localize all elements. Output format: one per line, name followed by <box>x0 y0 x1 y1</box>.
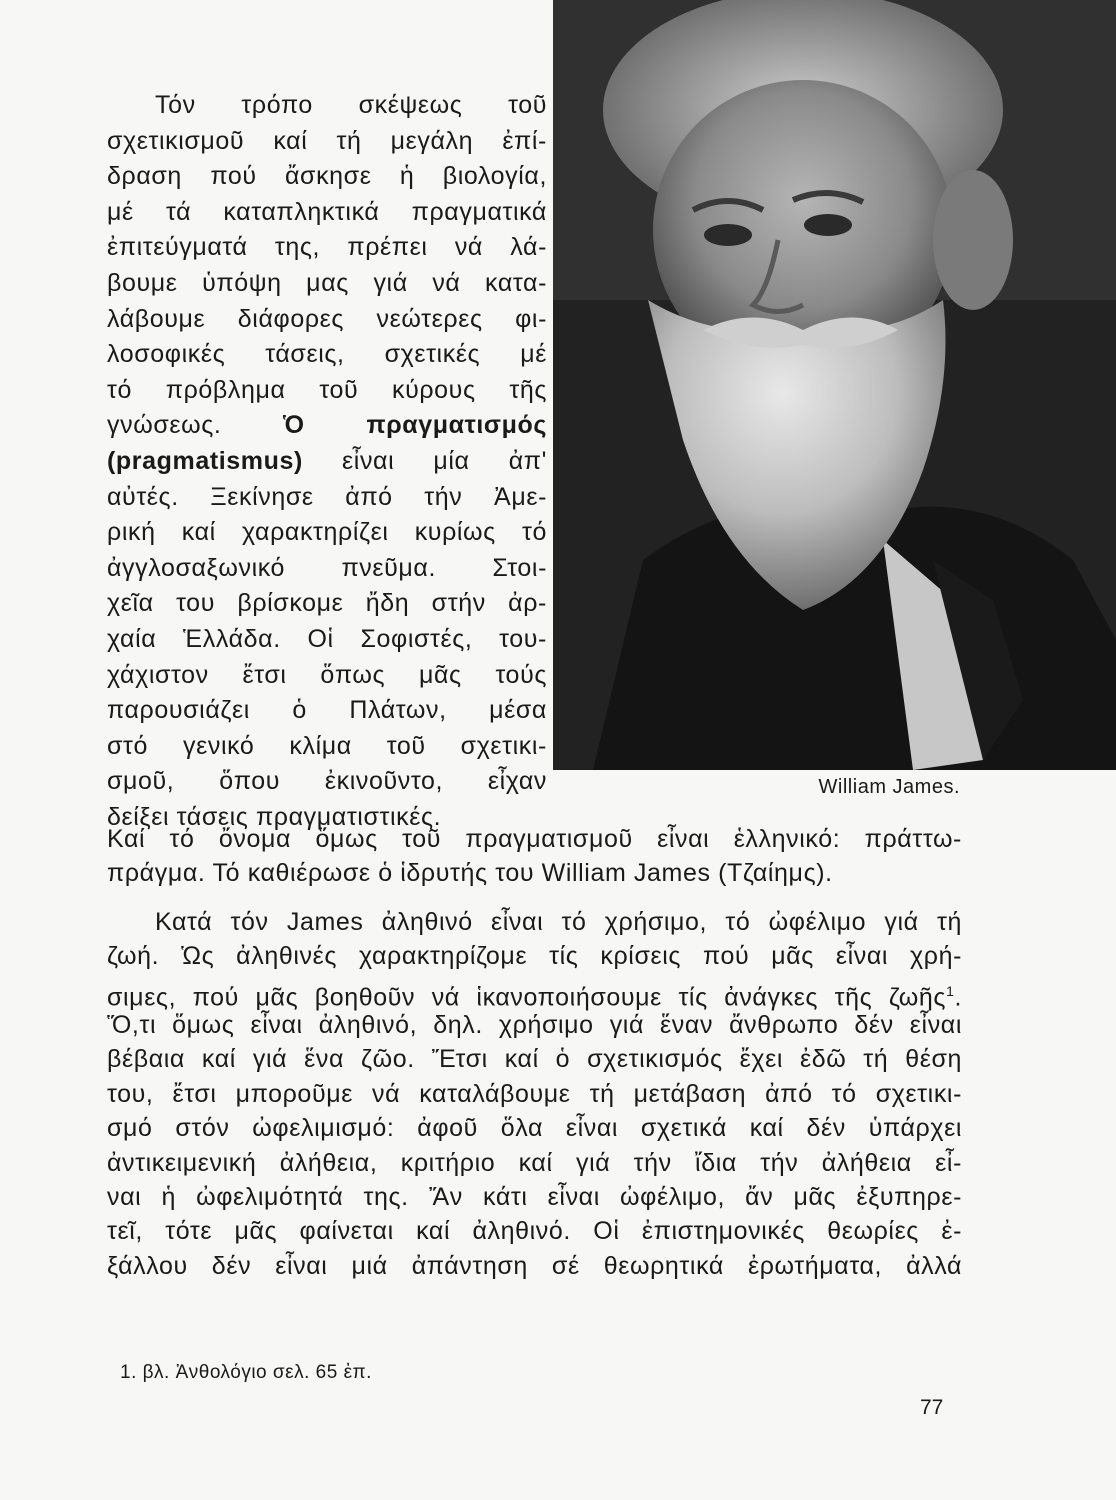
wide-text-column <box>107 822 962 1283</box>
text-line: Ὅ,τι ὅμως εἶναι ἀληθινό, δηλ. χρήσιμο γιά ἕναν ἄνθρωπο δέν εἶναι <box>107 1010 962 1039</box>
narrow-text-column <box>107 88 547 835</box>
text-line: μέ τά καταπληκτικά πραγματικά <box>107 197 547 226</box>
text-line: Κατά τόν James ἀληθινό εἶναι τό χρήσιμο, τό ὠφέλιμο γιά τή <box>155 907 962 936</box>
text-line: χεῖα του βρίσκομε ἤδη στήν ἀρ- <box>107 589 547 618</box>
text-line: Καί τό ὄνομα ὅμως τοῦ πραγματισμοῦ εἶναι ἑλληνικό: πράττω- <box>107 825 962 853</box>
text-segment: σιμες, πού μᾶς βοηθοῦν νά ἱκανοποιήσουμε τίς ἀνάγκες τῆς ζωῆς <box>107 982 947 1011</box>
text-line: βουμε ὑπόψη μας γιά νά κατα- <box>107 268 547 297</box>
text-line: παρουσιάζει ὁ Πλάτων, μέσα <box>107 696 547 725</box>
text-line: ἀγγλοσαξωνικό πνεῦμα. Στοι- <box>107 553 547 582</box>
text-line: πράγμα. Τό καθιέρωσε ὁ ἱδρυτής του William James (Τζαίημς). <box>107 859 833 888</box>
text-line: λάβουμε διάφορες νεώτερες φι- <box>107 304 547 333</box>
text-segment: εἶναι μία ἀπ' <box>302 446 547 475</box>
term-pragmatism: Ὁ πραγματισμός <box>283 411 547 440</box>
text-segment: γνώσεως. <box>107 411 284 440</box>
text-line: δείξει τάσεις πραγματιστικές. <box>107 802 442 831</box>
text-line: αὐτές. Ξεκίνησε ἀπό τήν Ἀμε- <box>107 482 547 511</box>
text-line: βέβαια καί γιά ἕνα ζῶο. Ἔτσι καί ὁ σχετικισμός ἔχει ἐδῶ τή θέση <box>107 1045 962 1074</box>
text-line: σμοῦ, ὅπου ἐκινοῦντο, εἶχαν <box>107 767 547 796</box>
text-line <box>107 408 547 444</box>
text-line: χαία Ἑλλάδα. Οἱ Σοφιστές, του- <box>107 624 547 653</box>
text-line: του, ἔτσι μποροῦμε νά καταλάβουμε τή μετάβαση ἀπό τό σχετικι- <box>107 1079 962 1108</box>
footnote: 1. βλ. Ἀνθολόγιο σελ. 65 ἐπ. <box>120 1362 372 1383</box>
text-line: τεῖ, τότε μᾶς φαίνεται καί ἀληθινό. Οἱ ἐπιστημονικές θεωρίες ἐ- <box>107 1217 962 1246</box>
text-line: ἐπιτεύγματά της, πρέπει νά λά- <box>107 233 547 262</box>
portrait-illustration <box>553 0 1116 770</box>
page-number: 77 <box>920 1396 944 1419</box>
portrait-photo <box>553 0 1116 770</box>
text-line: χάχιστον ἔτσι ὅπως μᾶς τούς <box>107 660 547 689</box>
photo-caption: William James. <box>818 776 960 798</box>
text-line: ρική καί χαρακτηρίζει κυρίως τό <box>107 518 547 547</box>
text-line: Τόν τρόπο σκέψεως τοῦ <box>155 91 547 119</box>
text-line: λοσοφικές τάσεις, σχετικές μέ <box>107 340 547 369</box>
text-line: δραση πού ἄσκησε ἡ βιολογία, <box>107 162 547 191</box>
text-line: ξάλλου δέν εἶναι μιά ἀπάντηση σέ θεωρητικά ἐρωτήματα, ἀλλά <box>107 1251 962 1280</box>
text-line: ζωή. Ὡς ἀληθινές χαρακτηρίζομε τίς κρίσεις πού μᾶς εἶναι χρή- <box>107 942 962 971</box>
term-pragmatismus: (pragmatismus) <box>107 446 303 475</box>
footnote-ref: 1 <box>946 982 955 999</box>
text-segment: . <box>954 982 962 1011</box>
text-line: τό πρόβλημα τοῦ κύρους τῆς <box>107 375 547 404</box>
text-line <box>107 974 962 1011</box>
text-line: ναι ἡ ὠφελιμότητά της. Ἄν κάτι εἶναι ὠφέλιμο, ἄν μᾶς ἐξυπηρε- <box>107 1182 962 1211</box>
text-line: ἀντικειμενική ἀλήθεια, κριτήριο καί γιά τήν ἴδια τήν ἀλήθεια εἶ- <box>107 1148 962 1177</box>
paragraph-gap <box>107 891 962 905</box>
text-line: σμό στόν ὠφελιμισμό: ἀφοῦ ὅλα εἶναι σχετικά καί δέν ὑπάρχει <box>107 1114 962 1143</box>
text-line: σχετικισμοῦ καί τή μεγάλη ἐπί- <box>107 126 547 155</box>
text-line <box>107 444 547 480</box>
text-line: στό γενικό κλίμα τοῦ σχετικι- <box>107 731 547 760</box>
